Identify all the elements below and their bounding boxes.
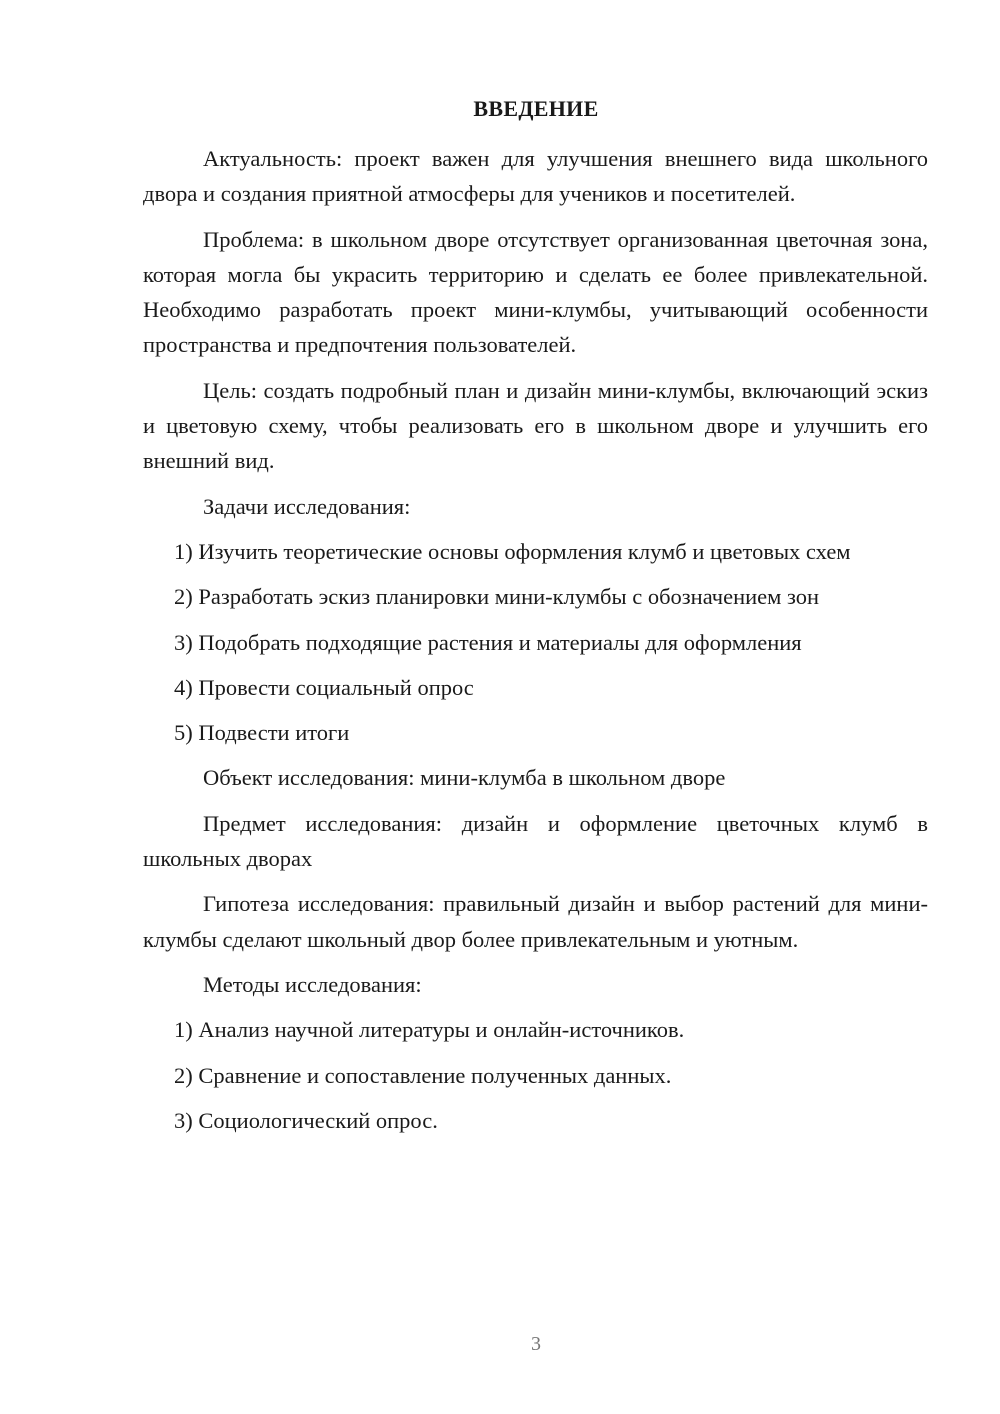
hypothesis-paragraph: Гипотеза исследования: правильный дизайн и выбор растений для мини-клумбы сделают школьный двор более привлекательным и уютным. xyxy=(143,891,928,952)
object-paragraph: Объект исследования: мини-клумба в школьном дворе xyxy=(203,765,726,791)
body-text xyxy=(143,141,928,1148)
method-item: 3) Социологический опрос. xyxy=(174,1107,438,1133)
method-item: 1) Анализ научной литературы и онлайн-источников. xyxy=(174,1017,685,1043)
relevance-paragraph: Актуальность: проект важен для улучшения внешнего вида школьного двора и создания приятной атмосферы для учеников и посетителей. xyxy=(143,146,928,207)
methods-heading: Методы исследования: xyxy=(203,971,422,997)
method-item: 2) Сравнение и сопоставление полученных данных. xyxy=(174,1062,672,1088)
page-title: ВВЕДЕНИЕ xyxy=(473,96,599,121)
task-item: 5) Подвести итоги xyxy=(174,720,350,746)
goal-paragraph: Цель: создать подробный план и дизайн мини-клумбы, включающий эскиз и цветовую схему, чтобы реализовать его в школьном дворе и улучшить его внешний вид. xyxy=(143,377,928,474)
task-item: 3) Подобрать подходящие растения и материалы для оформления xyxy=(174,629,802,655)
subject-paragraph: Предмет исследования: дизайн и оформление цветочных клумб в школьных дворах xyxy=(143,810,928,872)
task-item: 1) Изучить теоретические основы оформления клумб и цветовых схем xyxy=(174,538,851,564)
problem-paragraph: Проблема: в школьном дворе отсутствует организованная цветочная зона, которая могла бы украсить территорию и сделать ее более привлекательной. Необходимо разработать проект мини-клумбы, учитывающий особенности пространства и предпочтения пользователей. xyxy=(143,226,928,358)
task-item: 2) Разработать эскиз планировки мини-клумбы с обозначением зон xyxy=(174,584,820,610)
tasks-heading: Задачи исследования: xyxy=(203,493,411,519)
page-number: 3 xyxy=(531,1333,541,1355)
task-item: 4) Провести социальный опрос xyxy=(174,674,474,700)
